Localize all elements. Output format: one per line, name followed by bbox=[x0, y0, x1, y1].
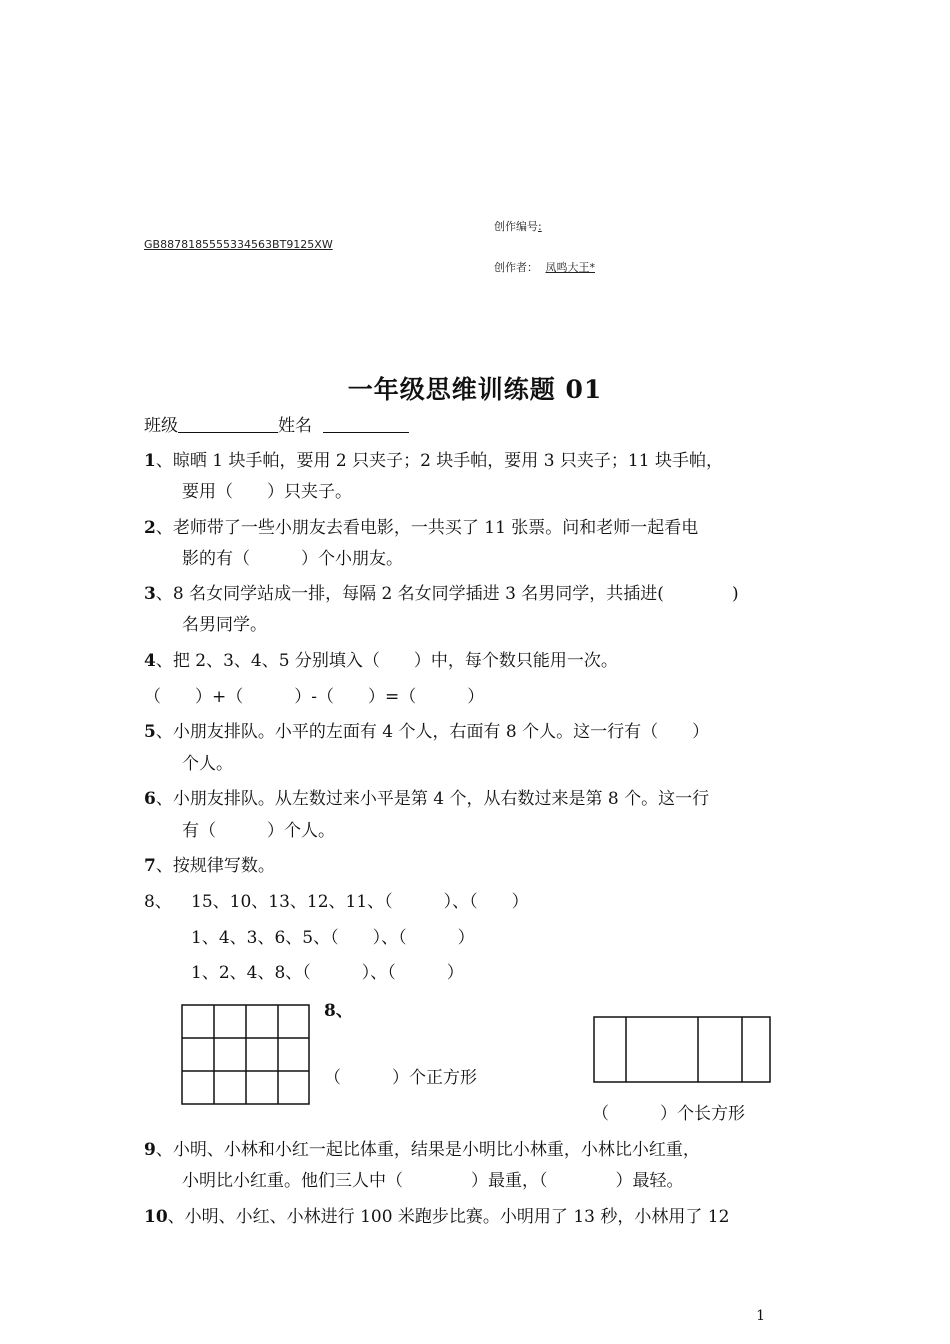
question-text: 、小明、小林和小红一起比体重，结果是小明比小林重，小林比小红重， bbox=[155, 1140, 700, 1160]
question-text: 、晾晒 1 块手帕，要用 2 只夹子；2 块手帕，要用 3 只夹子；11 块手帕， bbox=[155, 451, 723, 471]
author-value: 凤鸣大王* bbox=[545, 261, 595, 274]
class-label: 班级 bbox=[144, 416, 178, 436]
question-5 bbox=[144, 721, 709, 743]
question-number: 3 bbox=[144, 584, 156, 604]
question-9-cont: 小明比小红重。他们三人中（ ）最重，（ ）最轻。 bbox=[182, 1171, 684, 1191]
question-5-cont: 个人。 bbox=[182, 754, 233, 774]
question-number: 7 bbox=[144, 856, 156, 876]
question-number: 1 bbox=[144, 451, 156, 471]
creation-code-label bbox=[494, 218, 542, 234]
question-2-cont: 影的有（ ）个小朋友。 bbox=[182, 549, 403, 569]
question-3-cont: 名男同学。 bbox=[182, 615, 267, 635]
question-1 bbox=[144, 450, 723, 472]
question-number: 2 bbox=[144, 518, 156, 538]
code-label: 创作编号 bbox=[494, 220, 538, 233]
question-text: 、小朋友排队。小平的左面有 4 个人，右面有 8 个人。这一行有（ ） bbox=[155, 722, 710, 742]
question-8-number: 8、 bbox=[144, 892, 172, 912]
question-3 bbox=[144, 583, 739, 605]
figure-label: 8、 bbox=[324, 1001, 353, 1021]
question-6-cont: 有（ ）个人。 bbox=[182, 821, 335, 841]
page-title: 一年级思维训练题 01 bbox=[347, 375, 603, 404]
code-colon: : bbox=[538, 220, 542, 233]
question-7 bbox=[144, 855, 275, 877]
page-number: 1 bbox=[756, 1308, 765, 1324]
name-label: 姓名 bbox=[278, 416, 312, 436]
question-number: 10 bbox=[144, 1207, 168, 1227]
question-text: 、把 2、3、4、5 分别填入（ ）中，每个数只能用一次。 bbox=[155, 651, 618, 671]
question-text: 、小明、小红、小林进行 100 米跑步比赛。小明用了 13 秒，小林用了 12 bbox=[167, 1207, 730, 1227]
class-field[interactable] bbox=[178, 414, 278, 433]
squares-count: （ ）个正方形 bbox=[324, 1068, 477, 1088]
question-9 bbox=[144, 1139, 700, 1161]
question-6 bbox=[144, 788, 709, 810]
question-2 bbox=[144, 517, 698, 539]
class-name-row bbox=[144, 414, 409, 437]
question-number: 6 bbox=[144, 789, 156, 809]
question-text: 、8 名女同学站成一排，每隔 2 名女同学插进 3 名男同学，共插进( ) bbox=[155, 584, 739, 604]
author-label: 创作者 bbox=[494, 261, 527, 274]
sequence-1: 15、10、13、12、11、（ ）、（ ） bbox=[191, 892, 529, 912]
question-1-cont: 要用（ ）只夹子。 bbox=[182, 482, 352, 502]
rectangles-count: （ ）个长方形 bbox=[592, 1104, 745, 1124]
question-10 bbox=[144, 1206, 729, 1228]
question-text: 、按规律写数。 bbox=[155, 856, 275, 876]
question-number: 9 bbox=[144, 1140, 156, 1160]
question-number: 5 bbox=[144, 722, 156, 742]
author-colon: ： bbox=[527, 261, 538, 274]
sequence-2: 1、4、3、6、5、（ ）、（ ） bbox=[191, 928, 475, 948]
sequence-3: 1、2、4、8、（ ）、（ ） bbox=[191, 963, 464, 983]
name-field[interactable] bbox=[323, 414, 409, 433]
question-text: 、老师带了一些小朋友去看电影，一共买了 11 张票。问和老师一起看电 bbox=[155, 518, 699, 538]
question-4-equation: （ ）+（ ）-（ ）=（ ） bbox=[144, 687, 485, 707]
question-number: 4 bbox=[144, 651, 156, 671]
rectangle-figure bbox=[593, 1016, 773, 1084]
creation-code-value: GB8878185555334563BT9125XW bbox=[144, 238, 333, 251]
author-line bbox=[494, 259, 611, 275]
square-grid-figure bbox=[181, 1004, 311, 1106]
question-text: 、小朋友排队。从左数过来小平是第 4 个，从右数过来是第 8 个。这一行 bbox=[155, 789, 710, 809]
question-4 bbox=[144, 650, 618, 672]
